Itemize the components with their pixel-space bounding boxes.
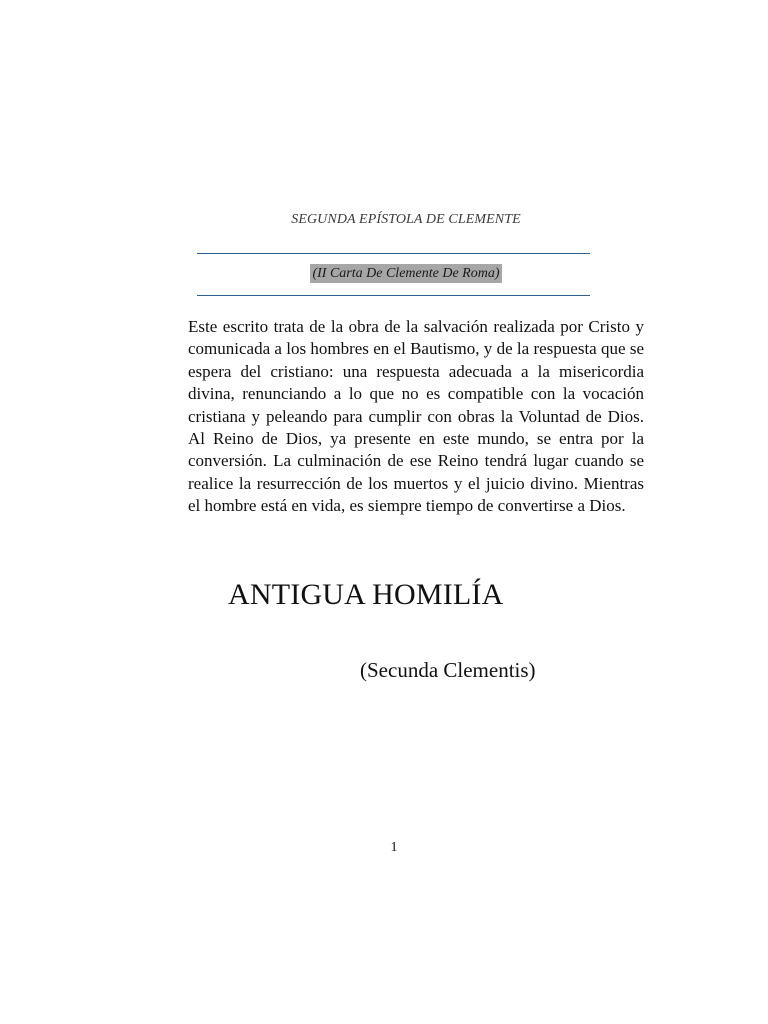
page-number: 1: [390, 840, 398, 855]
bottom-divider: [197, 295, 590, 296]
main-title: ANTIGUA HOMILÍA: [228, 578, 504, 611]
main-subtitle: (Secunda Clementis): [360, 658, 536, 682]
top-divider: [197, 253, 590, 254]
intro-paragraph: Este escrito trata de la obra de la salvación realizada por Cristo y comunicada a los hombres en el Bautismo, y de la respuesta que se espera del cristiano: una respuesta adecuada a la misericordia divina, renunciando a lo que no es compatible con la vocación cristiana y peleando para cumplir con obras la Voluntad de Dios. Al Reino de Dios, ya presente en este mundo, se entra por la conversión. La culminación de ese Reino tendrá lugar cuando se realice la resurrección de los muertos y el juicio divino. Mientras el hombre está en vida, es siempre tiempo de convertirse a Dios.: [188, 317, 644, 516]
header-title: SEGUNDA EPÍSTOLA DE CLEMENTE: [291, 212, 521, 227]
highlighted-subtitle: (II Carta De Clemente De Roma): [312, 266, 500, 281]
subtitle-container: [196, 264, 616, 283]
